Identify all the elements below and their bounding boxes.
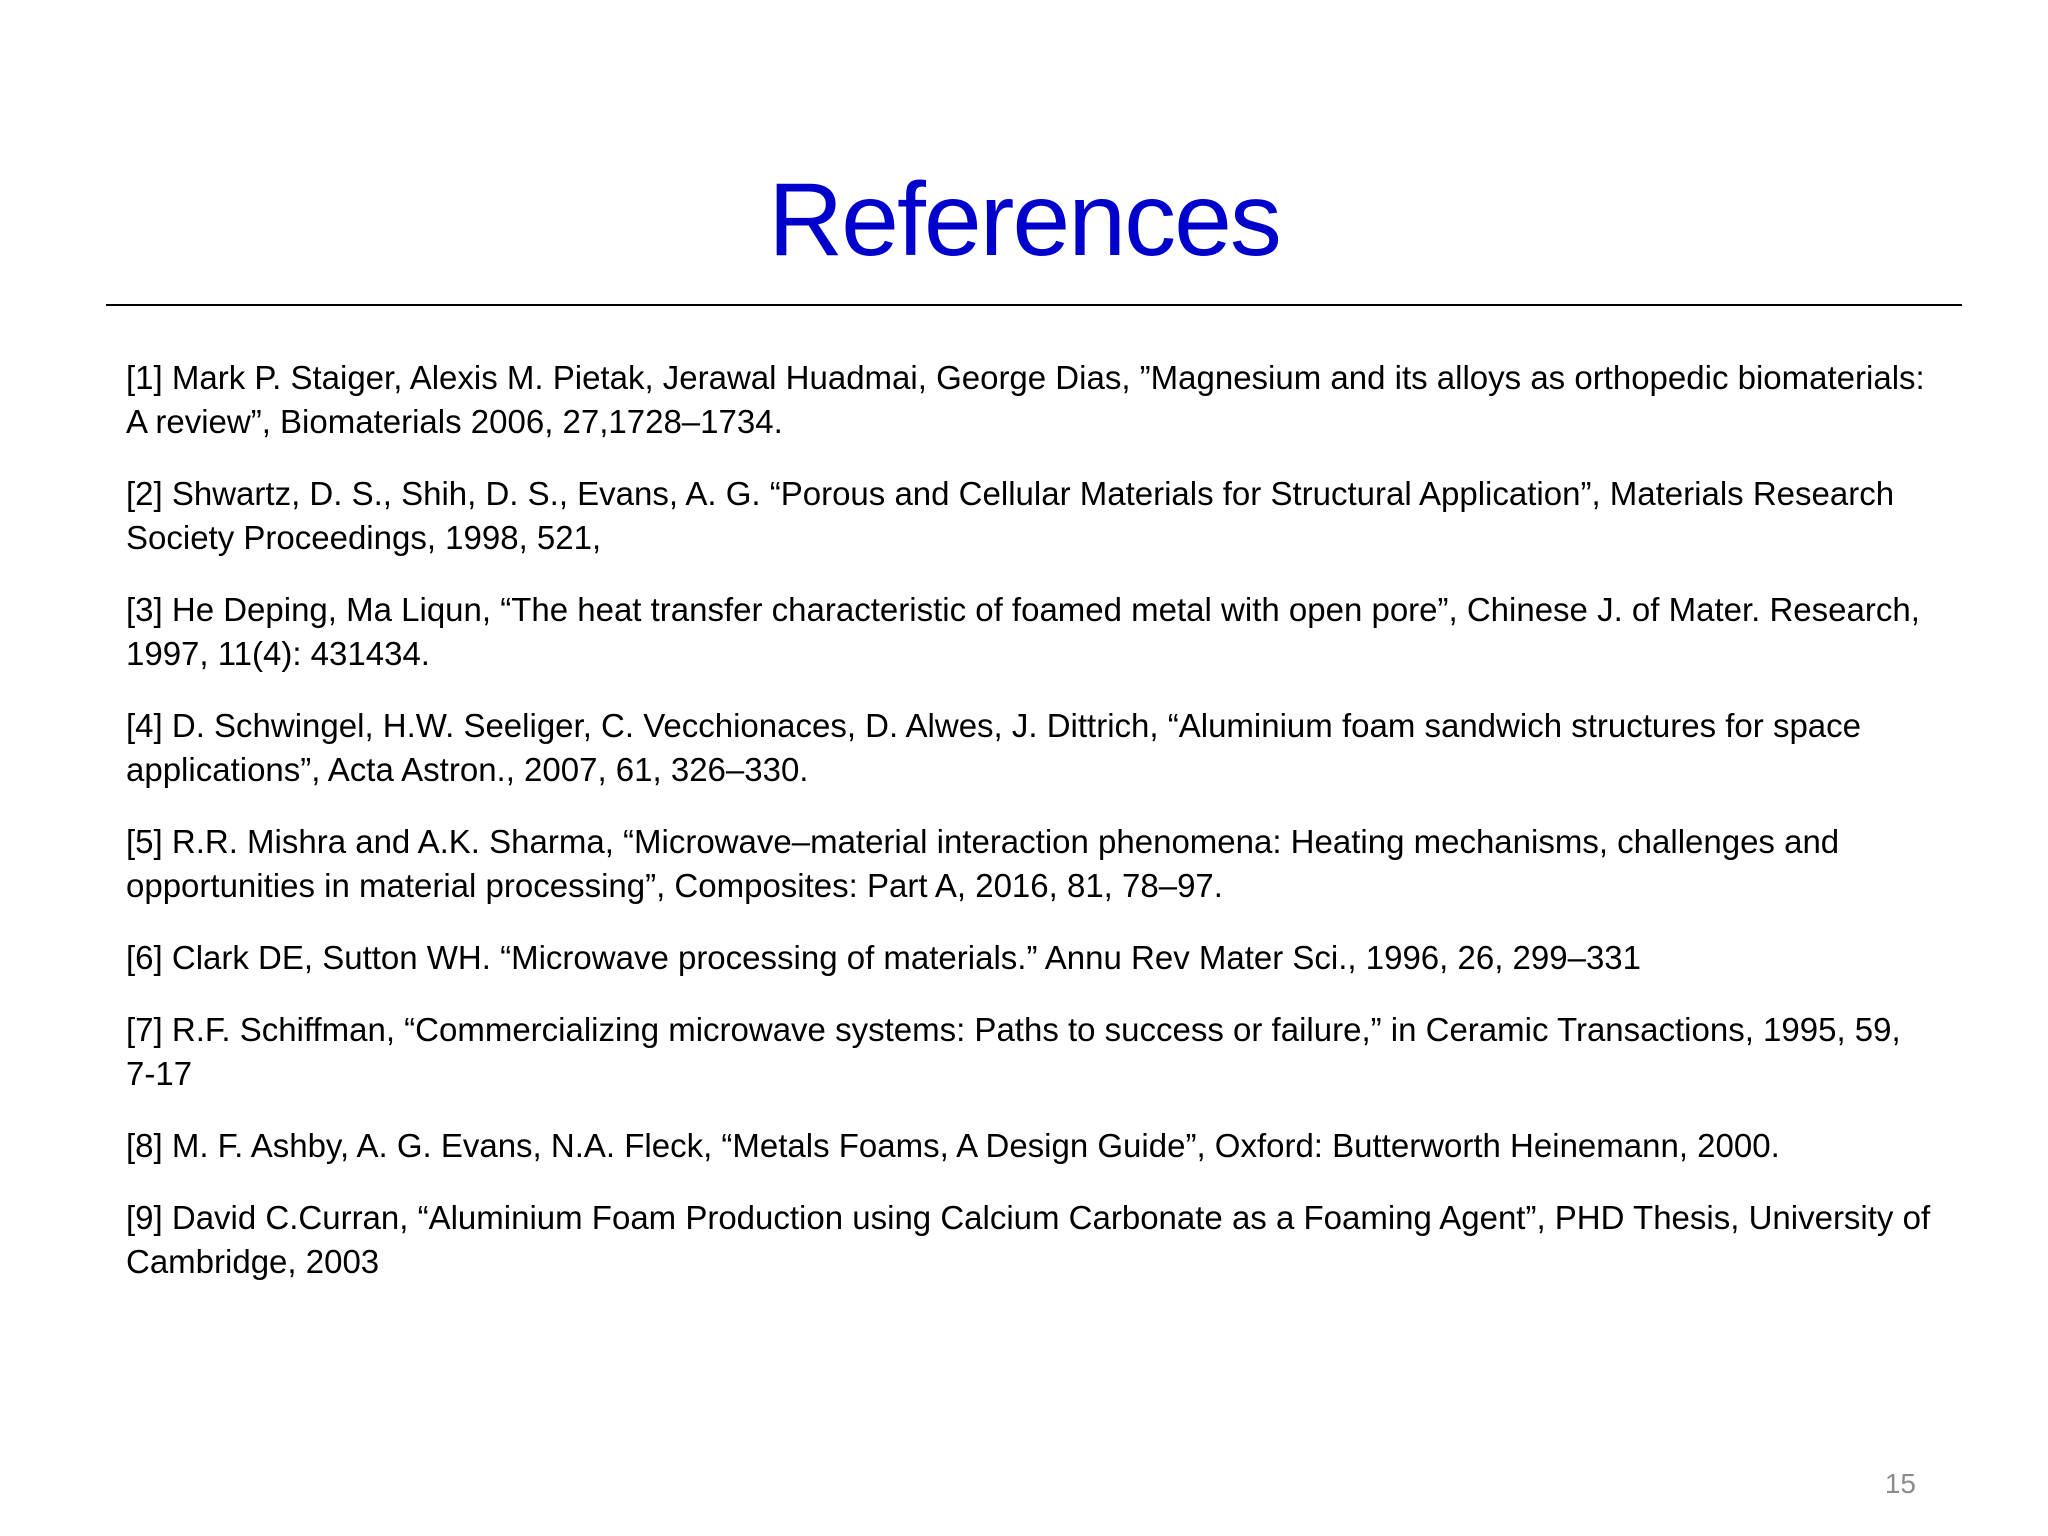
reference-item-7: [7] R.F. Schiffman, “Commercializing microwave systems: Paths to success or failure,” in Ceramic Transactions, 1995, 59, 7-17 xyxy=(126,1011,1901,1092)
reference-item-5: [5] R.R. Mishra and A.K. Sharma, “Microwave–material interaction phenomena: Heating mechanisms, challenges and opportunities in material processing”, Composites: Part A, 2016, 81, 78–97. xyxy=(126,823,1840,904)
reference-item-4: [4] D. Schwingel, H.W. Seeliger, C. Vecchionaces, D. Alwes, J. Dittrich, “Aluminium foam sandwich structures for space applications”, Acta Astron., 2007, 61, 326–330. xyxy=(126,707,1861,788)
reference-item-2: [2] Shwartz, D. S., Shih, D. S., Evans, A. G. “Porous and Cellular Materials for Structural Application”, Materials Research Society Proceedings, 1998, 521, xyxy=(126,475,1895,556)
reference-item-1: [1] Mark P. Staiger, Alexis M. Pietak, Jerawal Huadmai, George Dias, ”Magnesium and its alloys as orthopedic biomaterials: A review”, Biomaterials 2006, 27,1728–1734. xyxy=(126,359,1925,440)
page-number: 15 xyxy=(1884,1468,1916,1499)
reference-item-8: [8] M. F. Ashby, A. G. Evans, N.A. Fleck, “Metals Foams, A Design Guide”, Oxford: Butterworth Heinemann, 2000. xyxy=(126,1127,1780,1164)
reference-item-9: [9] David C.Curran, “Aluminium Foam Production using Calcium Carbonate as a Foaming Agent”, PHD Thesis, University of Cambridge, 2003 xyxy=(126,1199,1931,1280)
title-divider xyxy=(106,304,1962,306)
reference-item-6: [6] Clark DE, Sutton WH. “Microwave processing of materials.” Annu Rev Mater Sci., 1996, 26, 299–331 xyxy=(126,939,1642,976)
slide-title: References xyxy=(768,162,1280,278)
reference-item-3: [3] He Deping, Ma Liqun, “The heat transfer characteristic of foamed metal with open pore”, Chinese J. of Mater. Research, 1997, 11(4): 431434. xyxy=(126,591,1920,672)
reference-list xyxy=(126,356,1936,1312)
